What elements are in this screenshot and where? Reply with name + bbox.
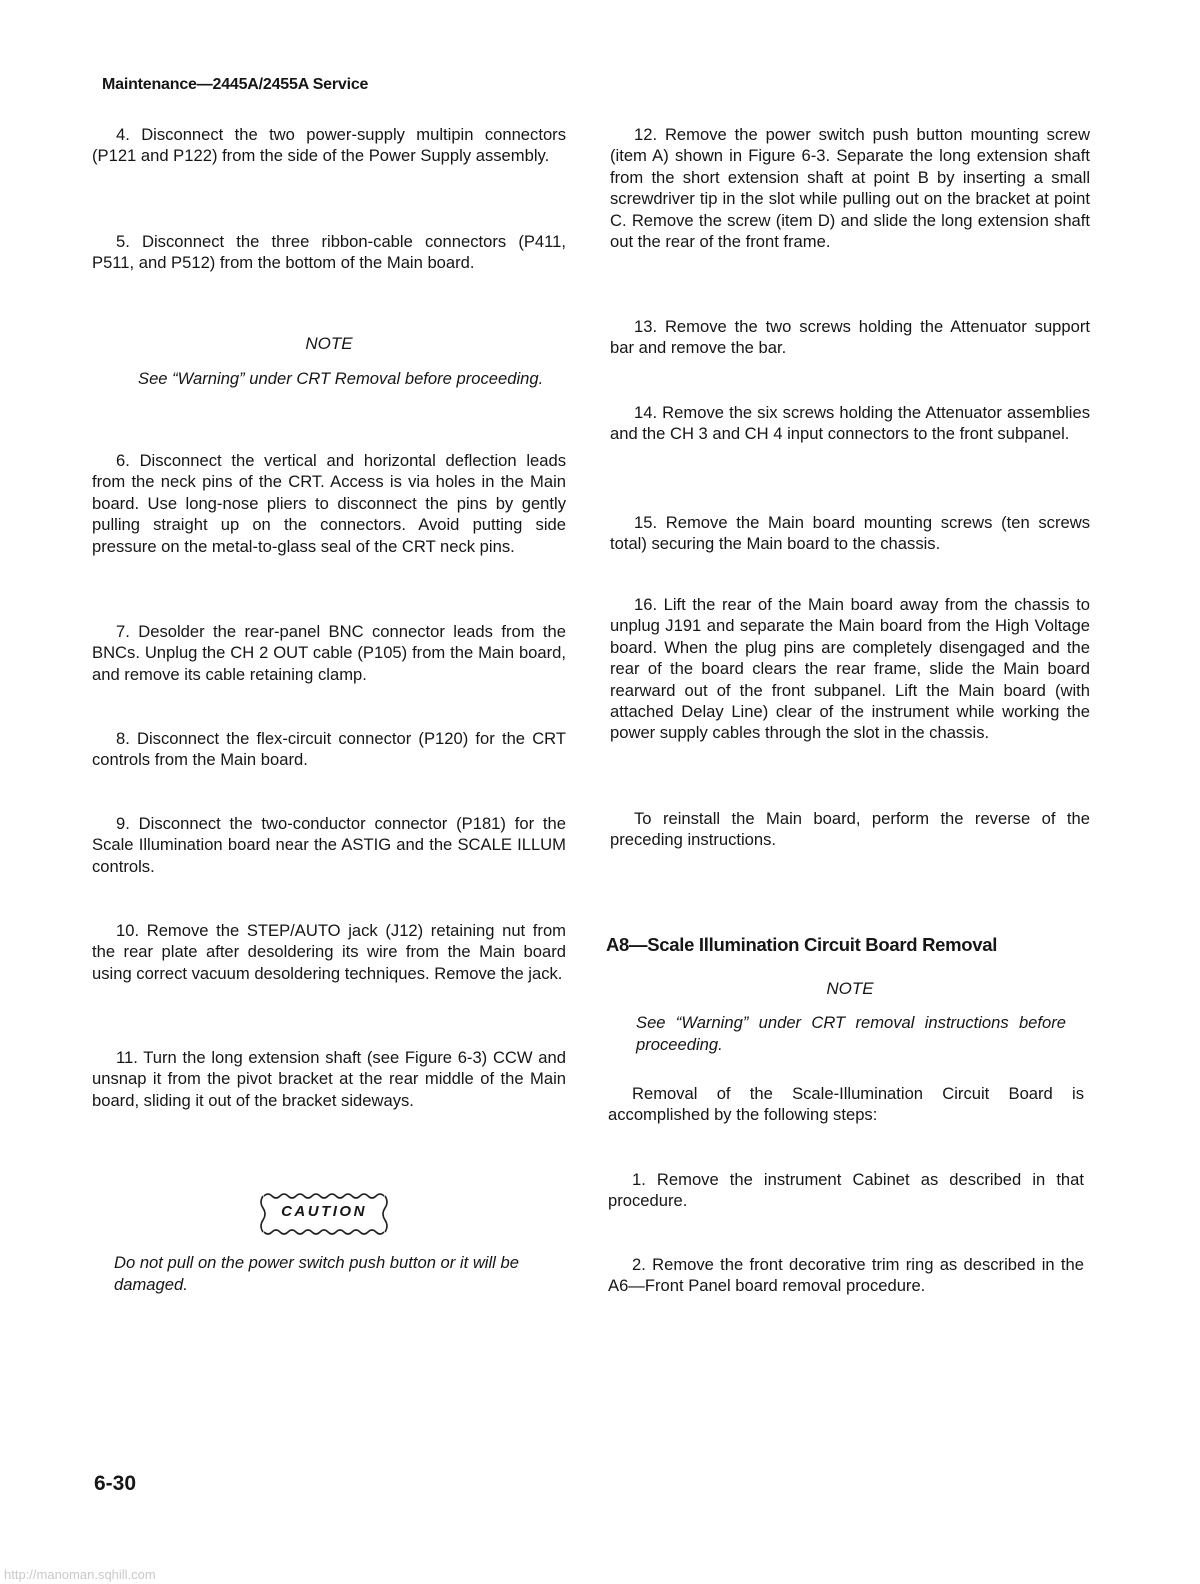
step-6: 6. Disconnect the vertical and horizontal deflection leads from the neck pins of the CRT. Access is via holes in the Main board. Use long-nose pliers to disconnect the pins by gently pulling straight up on the connectors. Avoid putting side pressure on the metal-to-glass seal of the CRT neck pins. [92,451,566,556]
step-9: 9. Disconnect the two-conductor connector (P181) for the Scale Illumination board near the ASTIG and the SCALE ILLUM controls. [92,814,566,876]
caution-box [258,1190,390,1236]
step-4: 4. Disconnect the two power-supply multipin connectors (P121 and P122) from the side of the Power Supply assembly. [92,125,566,166]
a8-step-1: 1. Remove the instrument Cabinet as described in that procedure. [608,1170,1084,1211]
source-url: http://manoman.sqhill.com [4,1567,156,1582]
note-body: See “Warning” under CRT Removal before proceeding. [138,369,544,388]
a8-intro: Removal of the Scale-Illumination Circuit Board is accomplished by the following steps: [608,1084,1084,1125]
a8-step-2: 2. Remove the front decorative trim ring as described in the A6—Front Panel board removal procedure. [608,1255,1084,1296]
step-10: 10. Remove the STEP/AUTO jack (J12) retaining nut from the rear plate after desoldering its wire from the Main board using correct vacuum desoldering techniques. Remove the jack. [92,921,566,983]
step-7: 7. Desolder the rear-panel BNC connector leads from the BNCs. Unplug the CH 2 OUT cable (P105) from the Main board, and remove its cable retaining clamp. [92,622,566,684]
step-14: 14. Remove the six screws holding the Attenuator assemblies and the CH 3 and CH 4 input connectors to the front subpanel. [610,403,1090,444]
note-body-a8: See “Warning” under CRT removal instructions before proceeding. [636,1013,1066,1054]
step-11: 11. Turn the long extension shaft (see Figure 6-3) CCW and unsnap it from the pivot bracket at the rear middle of the Main board, sliding it out of the bracket sideways. [92,1048,566,1110]
caution-label: CAUTION [281,1203,367,1220]
reinstall-instructions: To reinstall the Main board, perform the reverse of the preceding instructions. [610,809,1090,850]
note-title: NOTE [305,334,353,353]
step-8: 8. Disconnect the flex-circuit connector (P120) for the CRT controls from the Main board. [92,729,566,770]
page-number: 6-30 [94,1472,137,1495]
step-16: 16. Lift the rear of the Main board away from the chassis to unplug J191 and separate the Main board from the High Voltage board. When the plug pins are completely disengaged and the rear of the board clears the rear frame, slide the Main board rearward out of the front subpanel. Lift the Main board (with attached Delay Line) clear of the instrument while working the power supply cables through the slot in the chassis. [610,595,1090,743]
step-13: 13. Remove the two screws holding the Attenuator support bar and remove the bar. [610,317,1090,358]
right-column [606,0,1090,1400]
section-heading-a8: A8—Scale Illumination Circuit Board Removal [606,934,998,955]
caution-body: Do not pull on the power switch push button or it will be damaged. [114,1253,519,1294]
page-header: Maintenance—2445A/2455A Service [102,76,369,93]
step-15: 15. Remove the Main board mounting screws (ten screws total) securing the Main board to the chassis. [610,513,1090,554]
note-title-a8: NOTE [826,979,874,998]
step-12: 12. Remove the power switch push button mounting screw (item A) shown in Figure 6-3. Separate the long extension shaft from the short extension shaft at point B by inserting a small screwdriver tip in the slot while pulling out on the bracket at point C. Remove the screw (item D) and slide the long extension shaft out the rear of the front frame. [610,125,1090,252]
step-5: 5. Disconnect the three ribbon-cable connectors (P411, P511, and P512) from the bottom of the Main board. [92,232,566,273]
